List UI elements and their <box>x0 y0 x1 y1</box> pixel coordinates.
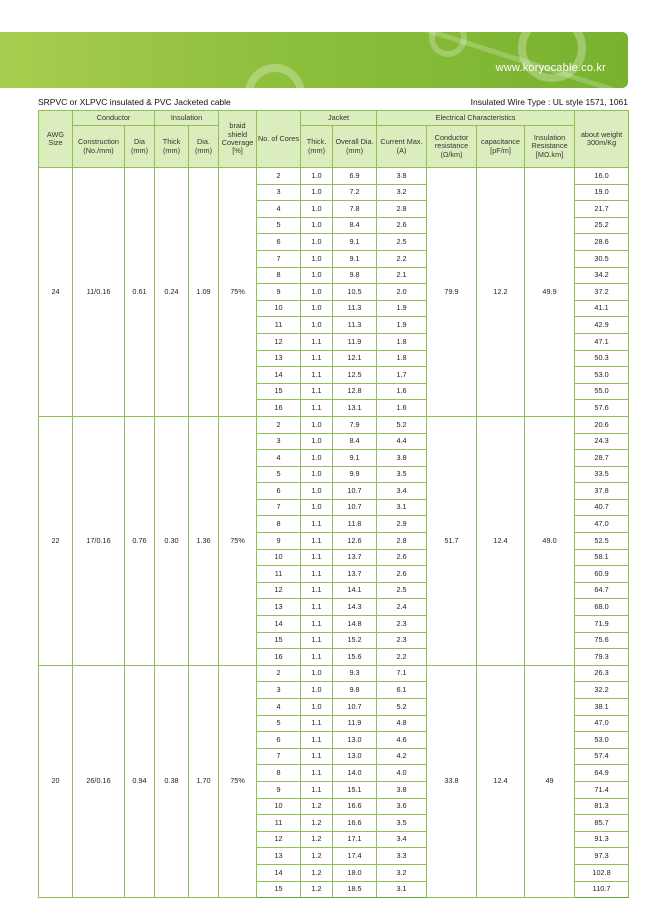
cores-cell: 15 <box>257 881 301 898</box>
overall-dia-cell: 15.2 <box>333 632 377 649</box>
cores-cell: 3 <box>257 682 301 699</box>
cores-cell: 2 <box>257 665 301 682</box>
cores-cell: 14 <box>257 367 301 384</box>
current-cell: 3.1 <box>377 881 427 898</box>
weight-cell: 68.0 <box>575 599 629 616</box>
current-cell: 3.2 <box>377 864 427 881</box>
weight-cell: 21.7 <box>575 201 629 218</box>
cores-cell: 10 <box>257 549 301 566</box>
overall-dia-cell: 8.4 <box>333 217 377 234</box>
header-electrical: Electrical Characteristics <box>377 111 575 126</box>
overall-dia-cell: 12.1 <box>333 350 377 367</box>
cores-cell: 6 <box>257 732 301 749</box>
weight-cell: 20.6 <box>575 416 629 433</box>
current-cell: 3.8 <box>377 450 427 467</box>
insulation-dia-cell: 1.09 <box>189 168 219 417</box>
overall-dia-cell: 14.0 <box>333 765 377 782</box>
cores-cell: 12 <box>257 582 301 599</box>
banner-ring-decoration <box>0 32 628 88</box>
insulation-resistance-cell: 49 <box>525 665 575 897</box>
current-cell: 2.8 <box>377 201 427 218</box>
current-cell: 2.6 <box>377 549 427 566</box>
header-conductor: Conductor <box>73 111 155 126</box>
overall-dia-cell: 15.6 <box>333 649 377 666</box>
current-cell: 2.6 <box>377 217 427 234</box>
jacket-thick-cell: 1.0 <box>301 284 333 301</box>
weight-cell: 102.8 <box>575 864 629 881</box>
weight-cell: 28.7 <box>575 450 629 467</box>
header-cores: No. of Cores <box>257 111 301 168</box>
overall-dia-cell: 7.2 <box>333 184 377 201</box>
overall-dia-cell: 12.6 <box>333 533 377 550</box>
current-cell: 5.2 <box>377 699 427 716</box>
weight-cell: 53.0 <box>575 732 629 749</box>
jacket-thick-cell: 1.0 <box>301 450 333 467</box>
cores-cell: 8 <box>257 765 301 782</box>
overall-dia-cell: 18.5 <box>333 881 377 898</box>
header-conductor-dia: Dia (mm) <box>125 126 155 168</box>
jacket-thick-cell: 1.1 <box>301 649 333 666</box>
jacket-thick-cell: 1.1 <box>301 350 333 367</box>
cores-cell: 8 <box>257 516 301 533</box>
cores-cell: 7 <box>257 748 301 765</box>
construction-cell: 26/0.16 <box>73 665 125 897</box>
jacket-thick-cell: 1.2 <box>301 848 333 865</box>
overall-dia-cell: 11.9 <box>333 715 377 732</box>
current-cell: 2.5 <box>377 582 427 599</box>
jacket-thick-cell: 1.1 <box>301 632 333 649</box>
overall-dia-cell: 16.6 <box>333 815 377 832</box>
jacket-thick-cell: 1.1 <box>301 765 333 782</box>
weight-cell: 97.3 <box>575 848 629 865</box>
braid-cell: 75% <box>219 168 257 417</box>
cores-cell: 6 <box>257 483 301 500</box>
cores-cell: 11 <box>257 566 301 583</box>
current-cell: 4.8 <box>377 715 427 732</box>
current-cell: 3.8 <box>377 781 427 798</box>
current-cell: 2.3 <box>377 616 427 633</box>
jacket-thick-cell: 1.0 <box>301 665 333 682</box>
jacket-thick-cell: 1.0 <box>301 267 333 284</box>
overall-dia-cell: 9.8 <box>333 682 377 699</box>
cores-cell: 16 <box>257 649 301 666</box>
header-capacitance: capacitance [pF/m] <box>477 126 525 168</box>
conductor-dia-cell: 0.76 <box>125 416 155 665</box>
overall-dia-cell: 9.1 <box>333 234 377 251</box>
weight-cell: 53.0 <box>575 367 629 384</box>
cores-cell: 14 <box>257 864 301 881</box>
jacket-thick-cell: 1.2 <box>301 864 333 881</box>
jacket-thick-cell: 1.0 <box>301 433 333 450</box>
capacitance-cell: 12.4 <box>477 665 525 897</box>
cores-cell: 15 <box>257 632 301 649</box>
current-cell: 2.8 <box>377 533 427 550</box>
current-cell: 2.2 <box>377 649 427 666</box>
header-resistance: Conductor resistance (Ω/km) <box>427 126 477 168</box>
insulation-thick-cell: 0.24 <box>155 168 189 417</box>
current-cell: 4.0 <box>377 765 427 782</box>
current-cell: 4.2 <box>377 748 427 765</box>
current-cell: 1.6 <box>377 400 427 417</box>
weight-cell: 38.1 <box>575 699 629 716</box>
braid-cell: 75% <box>219 665 257 897</box>
cores-cell: 8 <box>257 267 301 284</box>
weight-cell: 33.5 <box>575 466 629 483</box>
header-awg: AWG Size <box>39 111 73 168</box>
current-cell: 3.4 <box>377 831 427 848</box>
cores-cell: 9 <box>257 533 301 550</box>
jacket-thick-cell: 1.1 <box>301 400 333 417</box>
jacket-thick-cell: 1.2 <box>301 815 333 832</box>
weight-cell: 52.5 <box>575 533 629 550</box>
current-cell: 2.9 <box>377 516 427 533</box>
current-cell: 2.0 <box>377 284 427 301</box>
header-overall-dia: Overall Dia.(mm) <box>333 126 377 168</box>
cores-cell: 3 <box>257 433 301 450</box>
cores-cell: 11 <box>257 317 301 334</box>
overall-dia-cell: 16.6 <box>333 798 377 815</box>
current-cell: 2.3 <box>377 632 427 649</box>
jacket-thick-cell: 1.0 <box>301 317 333 334</box>
conductor-dia-cell: 0.94 <box>125 665 155 897</box>
cores-cell: 10 <box>257 798 301 815</box>
capacitance-cell: 12.2 <box>477 168 525 417</box>
header-current: Current Max.(A) <box>377 126 427 168</box>
jacket-thick-cell: 1.0 <box>301 416 333 433</box>
jacket-thick-cell: 1.0 <box>301 234 333 251</box>
cores-cell: 16 <box>257 400 301 417</box>
weight-cell: 110.7 <box>575 881 629 898</box>
weight-cell: 55.0 <box>575 383 629 400</box>
resistance-cell: 79.9 <box>427 168 477 417</box>
weight-cell: 58.1 <box>575 549 629 566</box>
overall-dia-cell: 12.8 <box>333 383 377 400</box>
current-cell: 3.6 <box>377 798 427 815</box>
current-cell: 2.6 <box>377 566 427 583</box>
cores-cell: 2 <box>257 168 301 185</box>
header-braid: braid shield Coverage [%] <box>219 111 257 168</box>
jacket-thick-cell: 1.1 <box>301 367 333 384</box>
overall-dia-cell: 13.7 <box>333 566 377 583</box>
cores-cell: 6 <box>257 234 301 251</box>
cores-cell: 12 <box>257 333 301 350</box>
overall-dia-cell: 9.9 <box>333 466 377 483</box>
braid-cell: 75% <box>219 416 257 665</box>
header-insulation-resistance: Insulation Resistance [MΩ.km] <box>525 126 575 168</box>
weight-cell: 32.2 <box>575 682 629 699</box>
jacket-thick-cell: 1.0 <box>301 699 333 716</box>
cores-cell: 12 <box>257 831 301 848</box>
jacket-thick-cell: 1.1 <box>301 748 333 765</box>
jacket-thick-cell: 1.2 <box>301 798 333 815</box>
current-cell: 1.8 <box>377 350 427 367</box>
weight-cell: 60.9 <box>575 566 629 583</box>
jacket-thick-cell: 1.2 <box>301 831 333 848</box>
overall-dia-cell: 6.9 <box>333 168 377 185</box>
current-cell: 4.6 <box>377 732 427 749</box>
table-row <box>39 665 629 682</box>
current-cell: 1.8 <box>377 333 427 350</box>
weight-cell: 26.3 <box>575 665 629 682</box>
jacket-thick-cell: 1.0 <box>301 300 333 317</box>
header-banner <box>0 32 628 88</box>
insulation-resistance-cell: 49.9 <box>525 168 575 417</box>
header-jacket-thick: Thick. (mm) <box>301 126 333 168</box>
weight-cell: 24.3 <box>575 433 629 450</box>
weight-cell: 57.6 <box>575 400 629 417</box>
jacket-thick-cell: 1.1 <box>301 616 333 633</box>
current-cell: 1.9 <box>377 300 427 317</box>
overall-dia-cell: 13.1 <box>333 400 377 417</box>
current-cell: 4.4 <box>377 433 427 450</box>
awg-cell: 22 <box>39 416 73 665</box>
current-cell: 2.4 <box>377 599 427 616</box>
overall-dia-cell: 13.0 <box>333 732 377 749</box>
jacket-thick-cell: 1.1 <box>301 732 333 749</box>
cores-cell: 2 <box>257 416 301 433</box>
weight-cell: 50.3 <box>575 350 629 367</box>
conductor-dia-cell: 0.61 <box>125 168 155 417</box>
cores-cell: 13 <box>257 599 301 616</box>
weight-cell: 64.9 <box>575 765 629 782</box>
weight-cell: 47.1 <box>575 333 629 350</box>
insulation-dia-cell: 1.70 <box>189 665 219 897</box>
jacket-thick-cell: 1.2 <box>301 881 333 898</box>
cores-cell: 13 <box>257 848 301 865</box>
weight-cell: 75.6 <box>575 632 629 649</box>
cores-cell: 4 <box>257 699 301 716</box>
overall-dia-cell: 11.8 <box>333 516 377 533</box>
current-cell: 6.1 <box>377 682 427 699</box>
weight-cell: 71.9 <box>575 616 629 633</box>
overall-dia-cell: 7.9 <box>333 416 377 433</box>
cores-cell: 14 <box>257 616 301 633</box>
weight-cell: 41.1 <box>575 300 629 317</box>
weight-cell: 47.0 <box>575 715 629 732</box>
jacket-thick-cell: 1.0 <box>301 184 333 201</box>
resistance-cell: 51.7 <box>427 416 477 665</box>
wire-type: Insulated Wire Type : UL style 1571, 1061 <box>470 97 628 107</box>
jacket-thick-cell: 1.1 <box>301 333 333 350</box>
weight-cell: 19.0 <box>575 184 629 201</box>
current-cell: 1.7 <box>377 367 427 384</box>
weight-cell: 37.8 <box>575 483 629 500</box>
overall-dia-cell: 10.7 <box>333 699 377 716</box>
overall-dia-cell: 9.1 <box>333 250 377 267</box>
weight-cell: 81.3 <box>575 798 629 815</box>
weight-cell: 71.4 <box>575 781 629 798</box>
cores-cell: 15 <box>257 383 301 400</box>
current-cell: 2.5 <box>377 234 427 251</box>
current-cell: 2.2 <box>377 250 427 267</box>
overall-dia-cell: 11.9 <box>333 333 377 350</box>
current-cell: 3.1 <box>377 499 427 516</box>
current-cell: 5.2 <box>377 416 427 433</box>
weight-cell: 37.2 <box>575 284 629 301</box>
table-row <box>39 416 629 433</box>
jacket-thick-cell: 1.1 <box>301 516 333 533</box>
cores-cell: 5 <box>257 715 301 732</box>
overall-dia-cell: 14.1 <box>333 582 377 599</box>
cores-cell: 9 <box>257 284 301 301</box>
weight-cell: 42.9 <box>575 317 629 334</box>
capacitance-cell: 12.4 <box>477 416 525 665</box>
current-cell: 3.2 <box>377 184 427 201</box>
overall-dia-cell: 11.3 <box>333 317 377 334</box>
cable-description: SRPVC or XLPVC insulated & PVC Jacketed cable <box>38 97 231 107</box>
overall-dia-cell: 11.3 <box>333 300 377 317</box>
jacket-thick-cell: 1.0 <box>301 201 333 218</box>
construction-cell: 11/0.16 <box>73 168 125 417</box>
weight-cell: 28.6 <box>575 234 629 251</box>
jacket-thick-cell: 1.0 <box>301 217 333 234</box>
overall-dia-cell: 17.1 <box>333 831 377 848</box>
overall-dia-cell: 18.0 <box>333 864 377 881</box>
jacket-thick-cell: 1.1 <box>301 599 333 616</box>
jacket-thick-cell: 1.0 <box>301 483 333 500</box>
awg-cell: 24 <box>39 168 73 417</box>
weight-cell: 64.7 <box>575 582 629 599</box>
cores-cell: 7 <box>257 499 301 516</box>
overall-dia-cell: 10.5 <box>333 284 377 301</box>
jacket-thick-cell: 1.0 <box>301 168 333 185</box>
header-weight: about weight 300m/Kg <box>575 111 629 168</box>
overall-dia-cell: 10.7 <box>333 499 377 516</box>
header-insulation-dia: Dia. (mm) <box>189 126 219 168</box>
resistance-cell: 33.8 <box>427 665 477 897</box>
cores-cell: 9 <box>257 781 301 798</box>
cores-cell: 5 <box>257 217 301 234</box>
weight-cell: 91.3 <box>575 831 629 848</box>
cores-cell: 5 <box>257 466 301 483</box>
overall-dia-cell: 12.5 <box>333 367 377 384</box>
table-row <box>39 168 629 185</box>
overall-dia-cell: 10.7 <box>333 483 377 500</box>
cable-spec-table <box>38 110 629 898</box>
overall-dia-cell: 8.4 <box>333 433 377 450</box>
cores-cell: 3 <box>257 184 301 201</box>
insulation-thick-cell: 0.30 <box>155 416 189 665</box>
jacket-thick-cell: 1.1 <box>301 566 333 583</box>
header-jacket: Jacket <box>301 111 377 126</box>
cores-cell: 10 <box>257 300 301 317</box>
weight-cell: 25.2 <box>575 217 629 234</box>
jacket-thick-cell: 1.1 <box>301 533 333 550</box>
construction-cell: 17/0.16 <box>73 416 125 665</box>
awg-cell: 20 <box>39 665 73 897</box>
current-cell: 1.6 <box>377 383 427 400</box>
weight-cell: 57.4 <box>575 748 629 765</box>
jacket-thick-cell: 1.1 <box>301 715 333 732</box>
current-cell: 2.1 <box>377 267 427 284</box>
weight-cell: 30.5 <box>575 250 629 267</box>
current-cell: 7.1 <box>377 665 427 682</box>
cores-cell: 4 <box>257 450 301 467</box>
current-cell: 3.8 <box>377 168 427 185</box>
weight-cell: 40.7 <box>575 499 629 516</box>
spec-table-body <box>39 168 629 898</box>
overall-dia-cell: 9.8 <box>333 267 377 284</box>
overall-dia-cell: 9.3 <box>333 665 377 682</box>
cores-cell: 13 <box>257 350 301 367</box>
cores-cell: 11 <box>257 815 301 832</box>
overall-dia-cell: 13.0 <box>333 748 377 765</box>
cores-cell: 4 <box>257 201 301 218</box>
header-insulation: Insulation <box>155 111 219 126</box>
current-cell: 3.3 <box>377 848 427 865</box>
insulation-dia-cell: 1.36 <box>189 416 219 665</box>
insulation-thick-cell: 0.38 <box>155 665 189 897</box>
header-insulation-thick: Thick (mm) <box>155 126 189 168</box>
current-cell: 3.5 <box>377 466 427 483</box>
weight-cell: 85.7 <box>575 815 629 832</box>
jacket-thick-cell: 1.0 <box>301 250 333 267</box>
overall-dia-cell: 13.7 <box>333 549 377 566</box>
overall-dia-cell: 7.8 <box>333 201 377 218</box>
jacket-thick-cell: 1.1 <box>301 549 333 566</box>
weight-cell: 16.0 <box>575 168 629 185</box>
current-cell: 1.9 <box>377 317 427 334</box>
overall-dia-cell: 15.1 <box>333 781 377 798</box>
overall-dia-cell: 14.8 <box>333 616 377 633</box>
jacket-thick-cell: 1.1 <box>301 781 333 798</box>
jacket-thick-cell: 1.0 <box>301 682 333 699</box>
jacket-thick-cell: 1.1 <box>301 383 333 400</box>
jacket-thick-cell: 1.0 <box>301 499 333 516</box>
weight-cell: 47.0 <box>575 516 629 533</box>
current-cell: 3.5 <box>377 815 427 832</box>
weight-cell: 34.2 <box>575 267 629 284</box>
website-url[interactable]: www.koryocable.co.kr <box>495 62 606 74</box>
overall-dia-cell: 9.1 <box>333 450 377 467</box>
jacket-thick-cell: 1.0 <box>301 466 333 483</box>
insulation-resistance-cell: 49.0 <box>525 416 575 665</box>
overall-dia-cell: 17.4 <box>333 848 377 865</box>
jacket-thick-cell: 1.1 <box>301 582 333 599</box>
current-cell: 3.4 <box>377 483 427 500</box>
overall-dia-cell: 14.3 <box>333 599 377 616</box>
weight-cell: 79.3 <box>575 649 629 666</box>
cores-cell: 7 <box>257 250 301 267</box>
header-construction: Construction (No./mm) <box>73 126 125 168</box>
